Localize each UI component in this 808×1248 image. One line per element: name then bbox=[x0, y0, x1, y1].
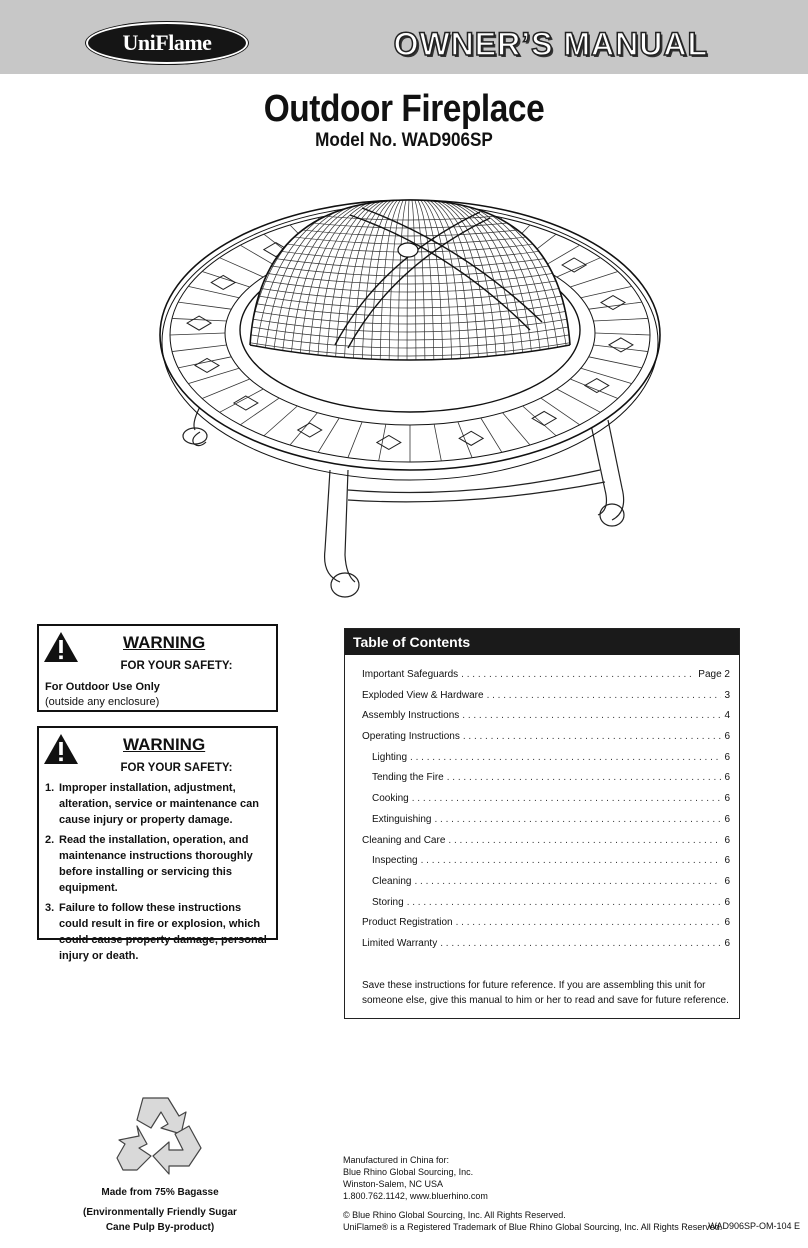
recycle-icon bbox=[113, 1090, 203, 1178]
toc-entry-label: Storing bbox=[372, 896, 404, 908]
brand-name: UniFlame bbox=[122, 30, 212, 55]
toc-entry-page: 6 bbox=[724, 896, 730, 908]
toc-entry bbox=[362, 835, 730, 856]
toc-entry-label: Important Safeguards bbox=[362, 669, 459, 680]
toc-entry-page: Page 2 bbox=[698, 669, 730, 680]
toc-entry-page: 6 bbox=[724, 937, 730, 949]
header-bar bbox=[0, 0, 808, 74]
toc-entry-label: Exploded View & Hardware bbox=[362, 689, 484, 701]
toc-entry-page: 6 bbox=[724, 917, 730, 929]
toc-title: Table of Contents bbox=[345, 629, 739, 655]
toc-leader-dots bbox=[412, 793, 722, 804]
toc-entry-page: 6 bbox=[724, 731, 730, 743]
toc-entry bbox=[362, 772, 730, 793]
bagasse-text: Made from 75% Bagasse bbox=[101, 1187, 219, 1198]
toc-entry-page: 6 bbox=[724, 772, 730, 784]
toc-leader-dots bbox=[448, 835, 721, 846]
toc-leader-dots bbox=[487, 690, 722, 701]
toc-entry-label: Cleaning and Care bbox=[362, 834, 446, 846]
toc-leader-dots bbox=[456, 917, 722, 928]
toc-entry bbox=[362, 917, 730, 938]
toc-entry-page: 6 bbox=[724, 813, 730, 825]
table-of-contents bbox=[344, 628, 740, 1019]
model-number: Model No. WAD906SP bbox=[315, 130, 493, 151]
toc-leader-dots bbox=[461, 669, 695, 680]
product-title: Outdoor Fireplace bbox=[263, 88, 545, 130]
warning-subtitle: FOR YOUR SAFETY: bbox=[120, 762, 233, 774]
toc-leader-dots bbox=[421, 855, 722, 866]
toc-entry-label: Operating Instructions bbox=[362, 731, 460, 743]
toc-entry bbox=[362, 793, 730, 814]
toc-entry bbox=[362, 876, 730, 897]
toc-entry bbox=[362, 752, 730, 773]
toc-entry-label: Assembly Instructions bbox=[362, 710, 460, 722]
warning-box-safety bbox=[37, 726, 278, 962]
toc-entry-page: 6 bbox=[724, 793, 730, 805]
document-code: WAD906SP-OM-104 E bbox=[708, 1221, 800, 1231]
warning-title: WARNING bbox=[123, 633, 206, 652]
toc-entry bbox=[362, 855, 730, 876]
toc-entry bbox=[362, 731, 730, 752]
toc-entry-label: Tending the Fire bbox=[372, 772, 444, 784]
toc-entry-page: 6 bbox=[724, 751, 730, 763]
toc-entry-page: 4 bbox=[724, 710, 730, 722]
toc-entry-label: Extinguishing bbox=[372, 813, 432, 825]
toc-entry bbox=[362, 669, 730, 690]
warning-subtitle: FOR YOUR SAFETY: bbox=[120, 660, 233, 672]
toc-note: Save these instructions for future reference. If you are assembling this unit for someone else, give this manual to him or her to read and save for future reference. bbox=[362, 980, 729, 1006]
toc-entry-label: Cooking bbox=[372, 793, 409, 805]
toc-list bbox=[362, 669, 730, 959]
toc-entry-label: Product Registration bbox=[362, 917, 453, 929]
toc-entry-page: 6 bbox=[724, 875, 730, 887]
toc-leader-dots bbox=[462, 710, 721, 721]
warning-list bbox=[39, 774, 276, 964]
toc-entry-page: 6 bbox=[724, 855, 730, 867]
warning-triangle-icon bbox=[43, 733, 79, 765]
bagasse-note: (Environmentally Friendly Sugar Cane Pulp By-product) bbox=[83, 1207, 237, 1233]
outdoor-use-text: For Outdoor Use Only bbox=[45, 681, 160, 693]
toc-leader-dots bbox=[407, 897, 722, 908]
toc-entry bbox=[362, 690, 730, 711]
toc-leader-dots bbox=[447, 772, 722, 783]
toc-leader-dots bbox=[434, 814, 721, 825]
manufacturer-info: Manufactured in China for: Blue Rhino Global Sourcing, Inc. Winston-Salem, NC USA 1.800.762.1142, www.bluerhino.com bbox=[343, 1155, 488, 1201]
toc-entry-label: Limited Warranty bbox=[362, 937, 438, 949]
toc-entry-page: 6 bbox=[724, 834, 730, 846]
toc-entry bbox=[362, 710, 730, 731]
toc-entry bbox=[362, 938, 730, 959]
brand-logo bbox=[86, 22, 248, 64]
warning-item: 2. Read the installation, operation, and maintenance instructions thoroughly before installing or servicing this equipment. bbox=[45, 834, 253, 894]
toc-entry bbox=[362, 814, 730, 835]
warning-item: 3. Failure to follow these instructions could result in fire or explosion, which could cause property damage, personal injury or death. bbox=[45, 902, 267, 962]
warning-box-outdoor bbox=[37, 624, 278, 712]
toc-entry-label: Inspecting bbox=[372, 855, 418, 867]
toc-entry-label: Cleaning bbox=[372, 875, 412, 887]
toc-entry bbox=[362, 897, 730, 918]
warning-item: 1. Improper installation, adjustment, alteration, service or maintenance can cause injury or property damage. bbox=[45, 782, 259, 826]
enclosure-text: (outside any enclosure) bbox=[45, 696, 160, 708]
toc-leader-dots bbox=[463, 731, 722, 742]
toc-leader-dots bbox=[410, 752, 721, 763]
manual-title: OWNER’S MANUAL bbox=[393, 26, 708, 62]
copyright-info: © Blue Rhino Global Sourcing, Inc. All Rights Reserved. UniFlame® is a Registered Trademark of Blue Rhino Global Sourcing, Inc. All Rights Reserved. bbox=[343, 1210, 723, 1232]
toc-entry-page: 3 bbox=[724, 689, 730, 701]
warning-title: WARNING bbox=[123, 735, 206, 754]
toc-leader-dots bbox=[440, 938, 721, 949]
toc-entry-label: Lighting bbox=[372, 751, 408, 763]
fireplace-illustration bbox=[150, 170, 670, 610]
warning-triangle-icon bbox=[43, 631, 79, 663]
toc-leader-dots bbox=[414, 876, 721, 887]
